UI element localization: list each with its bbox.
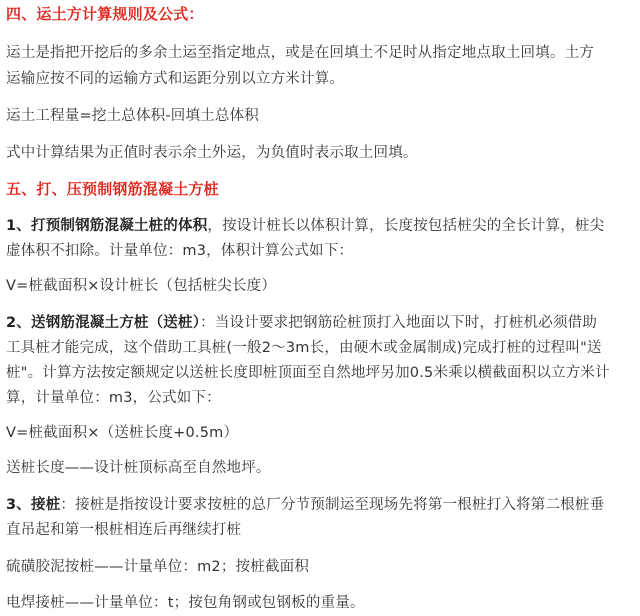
section-4-paragraph-1-line-2: 运输应按不同的运输方式和运距分别以立方米计算。	[6, 71, 345, 87]
section-4-paragraph-1-line-1: 运土是指把开挖后的多余土运至指定地点，或是在回填土不足时从指定地点取土回填。土方	[6, 45, 594, 61]
item-1-line-2: 虚体积不扣除。计量单位：m3，体积计算公式如下：	[6, 243, 354, 259]
item-1-formula: V=桩截面积×设计桩长（包括桩尖长度）	[6, 278, 277, 294]
item-2-line-3: 桩"。计算方法按定额规定以送桩长度即桩顶面至自然地坪另加0.5米乘以横截面积以立方米计	[6, 365, 610, 381]
item-3-title: 3、接桩	[6, 497, 61, 513]
section-5-heading: 五、打、压预制钢筋混凝土方桩	[6, 180, 219, 198]
item-1-line-1-text: ，按设计桩长以体积计算，长度按包括桩尖的全长计算，桩尖	[207, 218, 605, 234]
item-3-note-2: 电焊接桩——计量单位：t；按包角钢或包钢板的重量。	[6, 595, 365, 611]
section-4-formula: 运土工程量=挖土总体积-回填土总体积	[6, 108, 259, 124]
section-4-heading: 四、运土方计算规则及公式：	[6, 5, 204, 23]
item-2-line-2: 工具桩才能完成，这个借助工具桩(一般2～3m长，由硬木或金属制成)完成打桩的过程叫"送	[6, 340, 602, 356]
section-4-paragraph-3: 式中计算结果为正值时表示余土外运，为负值时表示取土回填。	[6, 145, 418, 161]
item-2-note: 送桩长度——设计桩顶标高至自然地坪。	[6, 460, 271, 476]
item-2-title: 2、送钢筋混凝土方桩（送桩）	[6, 315, 201, 331]
item-2-formula: V=桩截面积×（送桩长度+0.5m）	[6, 425, 239, 441]
item-1-title: 1、打预制钢筋混凝土桩的体积	[6, 218, 208, 234]
item-3-line-2: 直吊起和第一根桩相连后再继续打桩	[6, 522, 242, 538]
item-3-line-1	[6, 495, 604, 515]
item-2-line-4: 算，计量单位：m3，公式如下：	[6, 390, 221, 406]
item-2-line-1-text: ：当设计要求把钢筋砼桩顶打入地面以下时，打桩机必须借助	[200, 315, 598, 331]
item-3-note-1: 硫磺胶泥按桩——计量单位：m2；按桩截面积	[6, 559, 310, 575]
item-3-line-1-text: ：接桩是指按设计要求按桩的总厂分节预制运至现场先将第一根桩打入将第二根桩垂	[60, 497, 605, 513]
item-2-line-1	[6, 313, 597, 333]
item-1-line-1	[6, 216, 604, 236]
